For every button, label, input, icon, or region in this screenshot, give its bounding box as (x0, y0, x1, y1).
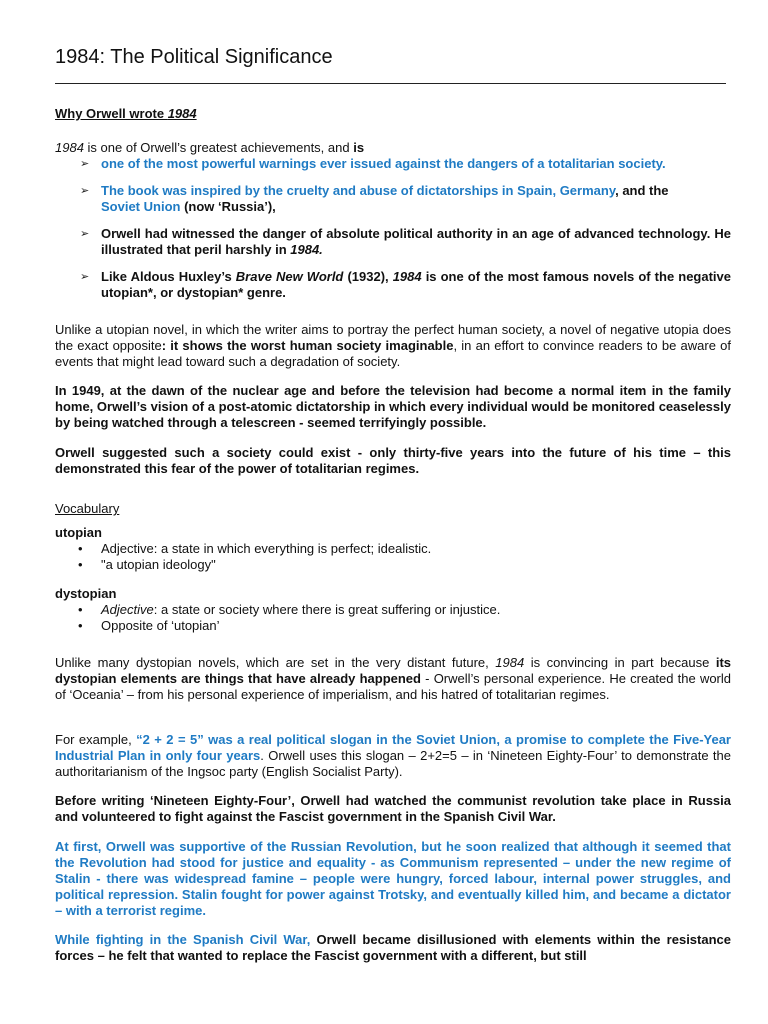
bullet-item (80, 269, 731, 301)
list-item (78, 541, 728, 557)
bullet-blue-text: The book was inspired by the cruelty and abuse of dictatorships in Spain, Germany (101, 183, 616, 198)
bullet-book: Brave New World (235, 269, 344, 284)
intro-text: is one of Orwell’s greatest achievements, and (83, 140, 354, 155)
unlike-paragraph (55, 655, 731, 703)
bullet-item (80, 183, 731, 215)
arrow-bullet-icon: ➢ (80, 228, 90, 240)
term-dystopian: dystopian (55, 586, 117, 601)
bullet-item (80, 226, 731, 258)
bullet-dot-icon: • (78, 602, 83, 617)
spanish-text-blue: While fighting in the Spanish Civil War, (55, 932, 311, 947)
title-divider (55, 83, 726, 84)
paragraph-before: Before writing ‘Nineteen Eighty-Four’, Orwell had watched the communist revolution take place in Russia and volunteered to fight against the Fascist government in the Spanish Civil War. (55, 793, 731, 824)
heading-book: 1984 (167, 106, 197, 121)
spanish-text-rest: Orwell became disillusioned with elements within the resistance forces – he felt that wanted to replace the Fascist government with a different, but still (55, 932, 731, 963)
heading-prefix: Why Orwell wrote (55, 106, 168, 121)
utopia-text-a: Unlike a utopian novel, in which the writer aims to portray the perfect human society, a novel of negative utopia does the exact opposite (55, 322, 731, 353)
definition-rest: : a state or society where there is great suffering or injustice. (153, 602, 501, 617)
unlike-text-c: - Orwell’s personal experience. He created the world of ‘Oceania’ – from his personal experience of imperialism, and his hatred of totalitarian regimes. (55, 671, 732, 702)
paragraph-1949: In 1949, at the dawn of the nuclear age and before the television had become a normal item in the family home, Orwell’s vision of a post-atomic dictatorship in which every individual would be monitored ceaselessly by being watched through a telescreen - seemed terrifyingly possible. (55, 383, 731, 430)
bullet-dot-icon: • (78, 618, 83, 633)
definition-text: Opposite of ‘utopian’ (101, 618, 220, 633)
document-title: 1984: The Political Significance (55, 46, 333, 68)
bullet-text-b: (1932), (343, 269, 393, 284)
list-item (78, 557, 728, 573)
unlike-text-b: is convincing in part because (524, 655, 716, 670)
definition-text (101, 602, 728, 618)
utopia-paragraph (55, 322, 731, 370)
bullet-dot-icon: • (78, 541, 83, 556)
bullet-text-a: Like Aldous Huxley’s (101, 269, 236, 284)
bullet-blue-text: Soviet Union (101, 199, 181, 214)
vocabulary-heading-text: Vocabulary (55, 501, 120, 516)
list-item (78, 618, 728, 634)
bullet-text-c: is one of the most famous novels of the negative utopian*, or dystopian* genre. (101, 269, 731, 300)
paragraph-suggested: Orwell suggested such a society could exist - only thirty-five years into the future of his time – this demonstrated this fear of the power of totalitarian regimes. (55, 445, 731, 476)
intro-paragraph (55, 140, 731, 156)
bullet-book: 1984 (392, 269, 422, 284)
unlike-text-bold: its dystopian elements are things that have already happened (55, 655, 732, 686)
arrow-bullet-icon: ➢ (80, 158, 90, 170)
utopia-text-bold: : it shows the worst human society imaginable (161, 338, 454, 353)
bullet-text: one of the most powerful warnings ever issued against the dangers of a totalitarian society. (101, 156, 666, 171)
bullet-text (101, 183, 731, 215)
example-text-a: For example, (55, 732, 137, 747)
example-paragraph (55, 732, 731, 780)
vocabulary-heading (55, 501, 731, 517)
arrow-bullet-icon: ➢ (80, 271, 90, 283)
bullet-dot-icon: • (78, 557, 83, 572)
term-utopian: utopian (55, 525, 102, 540)
example-text-b: . Orwell uses this slogan – 2+2=5 – in ‘Nineteen Eighty-Four’ to demonstrate the authoritarianism of the Ingsoc party (English Socialist Party). (55, 748, 732, 779)
section-heading (55, 106, 731, 122)
bullet-text (101, 226, 731, 258)
bullet-text (101, 269, 731, 301)
intro-book: 1984 (55, 140, 84, 155)
definition-italic: Adjective (101, 602, 154, 617)
bullet-text-end: (now ‘Russia’), (180, 199, 276, 214)
bullet-text-mid: , and the (615, 183, 669, 198)
example-text-blue: “2 + 2 = 5” was a real political slogan in the Soviet Union, a promise to complete the Five-Year Industrial Plan in only four years (55, 732, 731, 763)
bullet-item (80, 156, 731, 172)
intro-bold: is (353, 140, 365, 155)
paragraph-spanish (55, 932, 731, 964)
paragraph-at-first: At first, Orwell was supportive of the Russian Revolution, but he soon realized that although it seemed that the Revolution had stood for justice and equality - as Communism represented – under the new regime of Stalin - there was widespread famine – people were hungry, forced labour, internal power struggles, and political repression. Stalin fought for power against Trotsky, and eventually killed him, and became a dictator – with a terrorist regime. (55, 839, 731, 918)
unlike-text-a: Unlike many dystopian novels, which are set in the very distant future, (55, 655, 496, 670)
bullet-book: 1984. (290, 242, 323, 257)
arrow-bullet-icon: ➢ (80, 185, 90, 197)
unlike-book: 1984 (495, 655, 525, 670)
definition-text: Adjective: a state in which everything is perfect; idealistic. (101, 541, 432, 556)
list-item (78, 602, 728, 618)
bullet-text-main: Orwell had witnessed the danger of absolute political authority in an age of advanced technology. He illustrated that peril harshly in (101, 226, 731, 257)
utopia-text-c: , in an effort to convince readers to be aware of events that might lead toward such a degradation of society. (55, 338, 731, 369)
definition-example: "a utopian ideology" (101, 557, 216, 572)
